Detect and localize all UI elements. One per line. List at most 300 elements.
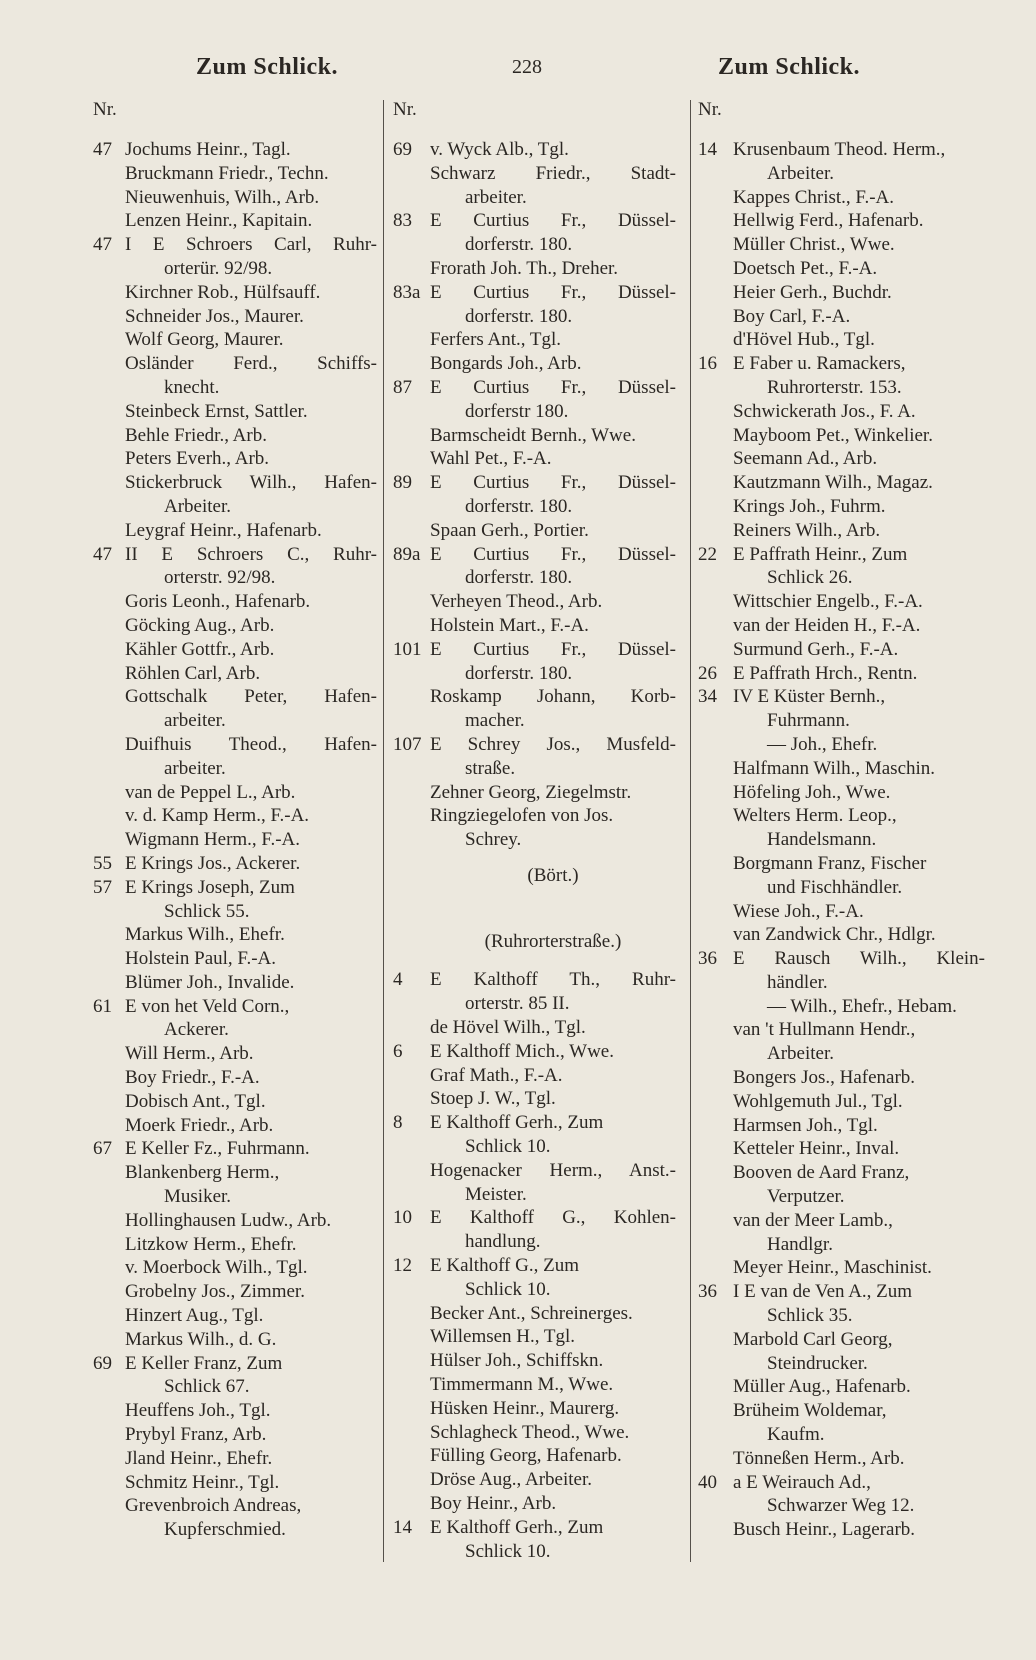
entry-continuation [393,400,676,424]
entry-text: Doetsch Pet., F.-A. [733,257,878,279]
directory-entry [393,685,676,709]
entry-text: E Krings Jos., Ackerer. [125,852,301,874]
directory-entry [93,1471,377,1495]
entry-text: Krusenbaum Theod. Herm., [733,139,946,160]
entry-text: Stickerbruck Wilh., Hafen- [125,472,377,494]
entry-text: dorferstr 180. [465,400,569,422]
directory-entry [698,352,985,376]
directory-entry [393,209,676,233]
directory-entry [698,1209,985,1233]
entry-text: Markus Wilh., d. G. [125,1328,277,1350]
directory-entry [698,923,985,947]
entry-continuation [393,305,676,329]
entry-text: E Keller Franz, Zum [125,1352,283,1374]
house-number: 89a [393,543,421,565]
entry-text: E Faber u. Ramackers, [733,353,906,375]
directory-entry [698,400,985,424]
entry-text: orterür. 92/98. [164,257,273,279]
entry-text: Blümer Joh., Invalide. [125,971,295,993]
entry-text: macher. [465,710,525,732]
page-number: 228 [512,56,542,78]
entry-continuation [698,1423,985,1447]
entry-continuation [698,995,985,1019]
entry-text: Tönneßen Herm., Arb. [733,1447,905,1469]
entry-text: Schlick 10. [465,1540,551,1562]
entry-text: Bongers Jos., Hafenarb. [733,1067,916,1089]
entry-text: Kaufm. [767,1424,825,1446]
entry-text: Grevenbroich Andreas, [125,1495,302,1517]
directory-entry [93,1256,377,1280]
directory-entry [93,1209,377,1233]
directory-entry [393,1516,676,1540]
entry-text: I E Schroers Carl, Ruhr- [125,234,377,256]
house-number: 89 [393,472,412,494]
directory-entry [393,1016,676,1040]
entry-text: Timmermann M., Wwe. [430,1374,614,1396]
entry-text: Steinbeck Ernst, Sattler. [125,400,308,422]
entry-text: Kappes Christ., F.-A. [733,186,895,208]
entry-text: E Kalthoff G., Kohlen- [430,1207,676,1229]
directory-entry [93,733,377,757]
entry-text: E Kalthoff Mich., Wwe. [430,1040,614,1062]
directory-entry [93,638,377,662]
entry-continuation [93,376,377,400]
directory-entry [698,209,985,233]
entry-text: Schlick 10. [465,1278,551,1300]
entry-text: E Curtius Fr., Düssel- [430,472,676,494]
house-number: 61 [93,995,112,1017]
entry-text: arbeiter. [164,757,226,779]
entry-text: Leygraf Heinr., Hafenarb. [125,519,322,541]
directory-entry [93,804,377,828]
directory-entry [393,614,676,638]
house-number: 12 [393,1255,412,1277]
entry-continuation [93,1518,377,1542]
entry-text: dorferstr. 180. [465,234,573,256]
entry-text: Booven de Aard Franz, [733,1162,910,1184]
directory-entry [393,804,676,828]
directory-entry [698,804,985,828]
directory-entry [698,947,985,971]
entry-text: d'Hövel Hub., Tgl. [733,329,875,351]
entry-text: E Curtius Fr., Düssel- [430,210,676,232]
entry-text: Lenzen Heinr., Kapitain. [125,210,313,232]
directory-entry [698,1280,985,1304]
entry-text: Halfmann Wilh., Maschin. [733,757,936,779]
directory-entry [393,519,676,543]
entry-text: Handlgr. [767,1233,833,1255]
directory-entry [93,781,377,805]
directory-entry [393,1373,676,1397]
entry-text: Mayboom Pet., Winkelier. [733,424,933,446]
entry-text: Willemsen H., Tgl. [430,1326,576,1348]
house-number: 22 [698,543,717,565]
entry-text: Handelsmann. [767,829,877,851]
entry-text: Kautzmann Wilh., Magaz. [733,472,933,494]
entry-text: E Kalthoff Th., Ruhr- [430,969,676,991]
entry-text: E Kalthoff Gerh., Zum [430,1516,604,1538]
entry-text: straße. [465,757,516,779]
house-number: 16 [698,353,717,375]
entry-text: Röhlen Carl, Arb. [125,662,261,684]
entry-text: v. Wyck Alb., Tgl. [430,139,569,160]
directory-entry [698,471,985,495]
directory-entry [698,424,985,448]
entry-text: Schneider Jos., Maurer. [125,305,304,327]
entry-text: Schrey. [465,829,522,851]
directory-entry [93,1137,377,1161]
directory-entry [698,1066,985,1090]
directory-entry [393,1206,676,1230]
entry-text: Verputzer. [767,1186,845,1208]
entry-continuation [393,709,676,733]
entry-text: Osländer Ferd., Schiffs- [125,353,377,375]
directory-entry [393,328,676,352]
directory-entry [93,281,377,305]
directory-entry [393,138,676,162]
entry-text: Brüheim Woldemar, [733,1400,887,1422]
entry-text: dorferstr. 180. [465,495,573,517]
column-3 [698,138,985,1542]
house-number: 36 [698,1281,717,1303]
entry-text: Hellwig Ferd., Hafenarb. [733,210,924,232]
entry-continuation [93,257,377,281]
directory-entry [698,900,985,924]
directory-entry [698,1399,985,1423]
directory-entry [393,1254,676,1278]
directory-entry [93,1066,377,1090]
directory-entry [93,614,377,638]
directory-entry [393,281,676,305]
entry-text: Boy Friedr., F.-A. [125,1067,260,1089]
entry-text: Krings Joh., Fuhrm. [733,495,886,517]
directory-entry [393,543,676,567]
entry-text: Roskamp Johann, Korb- [430,686,676,708]
entry-text: Schlick 35. [767,1305,853,1327]
house-number: 47 [93,139,112,160]
directory-entry [698,1018,985,1042]
directory-entry [698,281,985,305]
entry-text: IV E Küster Bernh., [733,686,886,708]
directory-entry [93,1399,377,1423]
house-number: 69 [393,139,412,160]
directory-entry [698,447,985,471]
entry-text: Ackerer. [164,1019,229,1041]
house-number: 55 [93,852,112,874]
column-2 [393,138,676,1563]
entry-text: II E Schroers C., Ruhr- [125,543,377,565]
entry-continuation [698,971,985,995]
entry-continuation [698,1185,985,1209]
directory-entry [93,519,377,543]
entry-text: Wittschier Engelb., F.-A. [733,591,923,613]
directory-entry [698,757,985,781]
house-number: 10 [393,1207,412,1229]
entry-continuation [698,733,985,757]
entry-text: Boy Carl, F.-A. [733,305,851,327]
entry-text: Prybyl Franz, Arb. [125,1424,267,1446]
house-number: 67 [93,1138,112,1160]
entry-text: de Hövel Wilh., Tgl. [430,1017,586,1039]
column-2-heading: Nr. [393,99,417,120]
entry-text: Will Herm., Arb. [125,1043,254,1065]
directory-entry [93,876,377,900]
house-number: 4 [393,969,403,991]
entry-text: (Ruhrorterstraße.) [484,931,622,953]
entry-text: Schwickerath Jos., F. A. [733,400,916,422]
entry-continuation [698,828,985,852]
directory-entry [93,447,377,471]
house-number: 57 [93,876,112,898]
entry-text: E Schrey Jos., Musfeld- [430,733,676,755]
entry-continuation [393,1230,676,1254]
entry-continuation [698,709,985,733]
entry-text: Arbeiter. [164,495,232,517]
entry-text: Graf Math., F.-A. [430,1064,563,1086]
entry-text: Jochums Heinr., Tagl. [125,139,291,160]
entry-text: Hüsken Heinr., Maurerg. [430,1397,620,1419]
entry-text: Becker Ant., Schreinerges. [430,1302,633,1324]
entry-text: Hogenacker Herm., Anst.- [430,1159,676,1181]
entry-continuation [93,1018,377,1042]
entry-text: Höfeling Joh., Wwe. [733,781,891,803]
directory-entry [93,1280,377,1304]
entry-text: Meyer Heinr., Maschinist. [733,1257,932,1279]
entry-continuation [93,1185,377,1209]
house-number: 107 [393,733,422,755]
entry-text: I E van de Ven A., Zum [733,1281,913,1303]
directory-entry [393,1111,676,1135]
house-number: 83 [393,210,412,232]
directory-entry [698,1375,985,1399]
entry-text: Schwarz Friedr., Stadt- [430,162,676,184]
house-number: 47 [93,543,112,565]
directory-entry [698,1137,985,1161]
house-number: 26 [698,662,717,684]
entry-text: Wahl Pet., F.-A. [430,448,552,470]
entry-text: Spaan Gerh., Portier. [430,519,589,541]
directory-entry [698,519,985,543]
entry-text: Boy Heinr., Arb. [430,1493,557,1515]
directory-entry [93,233,377,257]
directory-entry [393,1349,676,1373]
directory-entry [393,1468,676,1492]
entry-text: Nieuwenhuis, Wilh., Arb. [125,186,320,208]
directory-entry [698,852,985,876]
section-heading [393,930,676,954]
directory-entry [698,614,985,638]
directory-entry [393,1040,676,1064]
directory-entry [393,447,676,471]
entry-text: Markus Wilh., Ehefr. [125,924,285,946]
entry-text: E Curtius Fr., Düssel- [430,281,676,303]
directory-entry [93,1494,377,1518]
entry-text: Schlick 55. [164,900,250,922]
directory-entry [393,1087,676,1111]
entry-text: Arbeiter. [767,1043,835,1065]
entry-text: van der Meer Lamb., [733,1209,893,1231]
directory-entry [93,424,377,448]
house-number: 34 [698,686,717,708]
entry-text: Holstein Paul, F.-A. [125,948,277,970]
directory-entry [698,257,985,281]
directory-entry [93,1161,377,1185]
entry-text: Göcking Aug., Arb. [125,614,275,636]
directory-entry [698,186,985,210]
entry-text: Schlick 10. [465,1136,551,1158]
entry-text: Duifhuis Theod., Hafen- [125,733,377,755]
directory-entry [698,1090,985,1114]
directory-entry [393,376,676,400]
entry-text: Schlagheck Theod., Wwe. [430,1421,630,1443]
entry-text: Peters Everh., Arb. [125,448,270,470]
directory-entry [698,305,985,329]
entry-text: Kirchner Rob., Hülfsauff. [125,281,321,303]
entry-text: E Kalthoff G., Zum [430,1255,579,1277]
entry-text: Kupferschmied. [164,1519,286,1541]
entry-continuation [698,1352,985,1376]
entry-text: Busch Heinr., Lagerarb. [733,1519,916,1541]
entry-text: E Paffrath Hrch., Rentn. [733,662,918,684]
entry-text: E Curtius Fr., Düssel- [430,638,676,660]
entry-text: dorferstr. 180. [465,662,573,684]
entry-text: Hollinghausen Ludw., Arb. [125,1209,332,1231]
directory-entry [93,1352,377,1376]
directory-entry [393,1397,676,1421]
entry-text: Frorath Joh. Th., Dreher. [430,257,619,279]
entry-text: E Rausch Wilh., Klein- [733,948,985,970]
entry-text: Ruhrorterstr. 153. [767,376,902,398]
house-number: 6 [393,1040,403,1062]
directory-entry [93,923,377,947]
entry-text: E Krings Joseph, Zum [125,876,295,898]
directory-entry [93,1090,377,1114]
house-number: 14 [698,139,717,160]
entry-text: Stoep J. W., Tgl. [430,1088,556,1110]
entry-continuation [393,1278,676,1302]
directory-entry [393,590,676,614]
entry-continuation [93,495,377,519]
entry-continuation [393,992,676,1016]
running-head-left: Zum Schlick. [196,54,339,80]
directory-entry [698,1256,985,1280]
directory-entry [93,685,377,709]
entry-text: Wohlgemuth Jul., Tgl. [733,1090,903,1112]
entry-text: Schlick 67. [164,1376,250,1398]
house-number: 87 [393,376,412,398]
directory-entry [698,495,985,519]
directory-entry [393,1302,676,1326]
entry-text: und Fischhändler. [767,876,903,898]
directory-entry [698,138,985,162]
directory-entry [698,1328,985,1352]
entry-text: a E Weirauch Ad., [733,1471,871,1493]
entry-text: Welters Herm. Leop., [733,805,897,827]
entry-text: Arbeiter. [767,162,835,184]
house-number: 8 [393,1112,403,1134]
directory-entry [393,424,676,448]
entry-text: Fuhrmann. [767,710,850,732]
entry-continuation [698,1042,985,1066]
entry-text: Reiners Wilh., Arb. [733,519,881,541]
entry-text: Musiker. [164,1186,232,1208]
directory-entry [393,1492,676,1516]
entry-continuation [393,662,676,686]
entry-text: Bruckmann Friedr., Techn. [125,162,329,184]
house-number: 14 [393,1516,412,1538]
entry-continuation [93,1375,377,1399]
entry-text: dorferstr. 180. [465,305,573,327]
entry-continuation [93,900,377,924]
entry-text: Harmsen Joh., Tgl. [733,1114,878,1136]
entry-continuation [393,233,676,257]
directory-entry [698,662,985,686]
directory-entry [393,1444,676,1468]
entry-text: E Paffrath Heinr., Zum [733,543,908,565]
directory-entry [93,352,377,376]
entry-text: — Joh., Ehefr. [767,733,878,755]
directory-entry [393,162,676,186]
entry-continuation [698,376,985,400]
entry-text: Barmscheidt Bernh., Wwe. [430,424,636,446]
entry-text: Meister. [465,1183,527,1205]
entry-text: van der Heiden H., F.-A. [733,614,921,636]
entry-text: Marbold Carl Georg, [733,1328,893,1350]
directory-entry [698,1161,985,1185]
entry-text: E Kalthoff Gerh., Zum [430,1112,604,1134]
entry-text: E Curtius Fr., Düssel- [430,543,676,565]
directory-entry [393,1325,676,1349]
house-number: 83a [393,281,421,303]
directory-entry [698,781,985,805]
entry-text: Jland Heinr., Ehefr. [125,1447,273,1469]
entry-text: Gottschalk Peter, Hafen- [125,686,377,708]
directory-entry [93,828,377,852]
directory-entry [698,1447,985,1471]
directory-entry [93,1114,377,1138]
directory-entry [93,947,377,971]
entry-text: — Wilh., Ehefr., Hebam. [767,995,957,1017]
entry-text: Borgmann Franz, Fischer [733,852,927,874]
entry-continuation [393,566,676,590]
directory-entry [93,1304,377,1328]
directory-entry [93,995,377,1019]
entry-continuation [393,186,676,210]
running-head-right: Zum Schlick. [718,54,861,80]
directory-entry [393,638,676,662]
directory-entry [698,543,985,567]
entry-text: arbeiter. [164,710,226,732]
entry-text: Fülling Georg, Hafenarb. [430,1445,622,1467]
directory-entry [698,685,985,709]
entry-text: arbeiter. [465,186,527,208]
directory-entry [93,328,377,352]
entry-text: (Bört.) [527,864,579,886]
entry-text: Wolf Georg, Maurer. [125,329,284,351]
entry-text: handlung. [465,1231,541,1253]
entry-text: Grobelny Jos., Zimmer. [125,1281,305,1303]
directory-entry [393,257,676,281]
entry-continuation [698,566,985,590]
entry-text: Holstein Mart., F.-A. [430,614,589,636]
entry-text: Goris Leonh., Hafenarb. [125,591,311,613]
entry-text: Heier Gerh., Buchdr. [733,281,892,303]
entry-text: Schlick 26. [767,567,853,589]
entry-text: Kähler Gottfr., Arb. [125,638,275,660]
entry-text: Ketteler Heinr., Inval. [733,1138,900,1160]
entry-text: orterstr. 85 II. [465,993,570,1015]
directory-entry [93,1233,377,1257]
